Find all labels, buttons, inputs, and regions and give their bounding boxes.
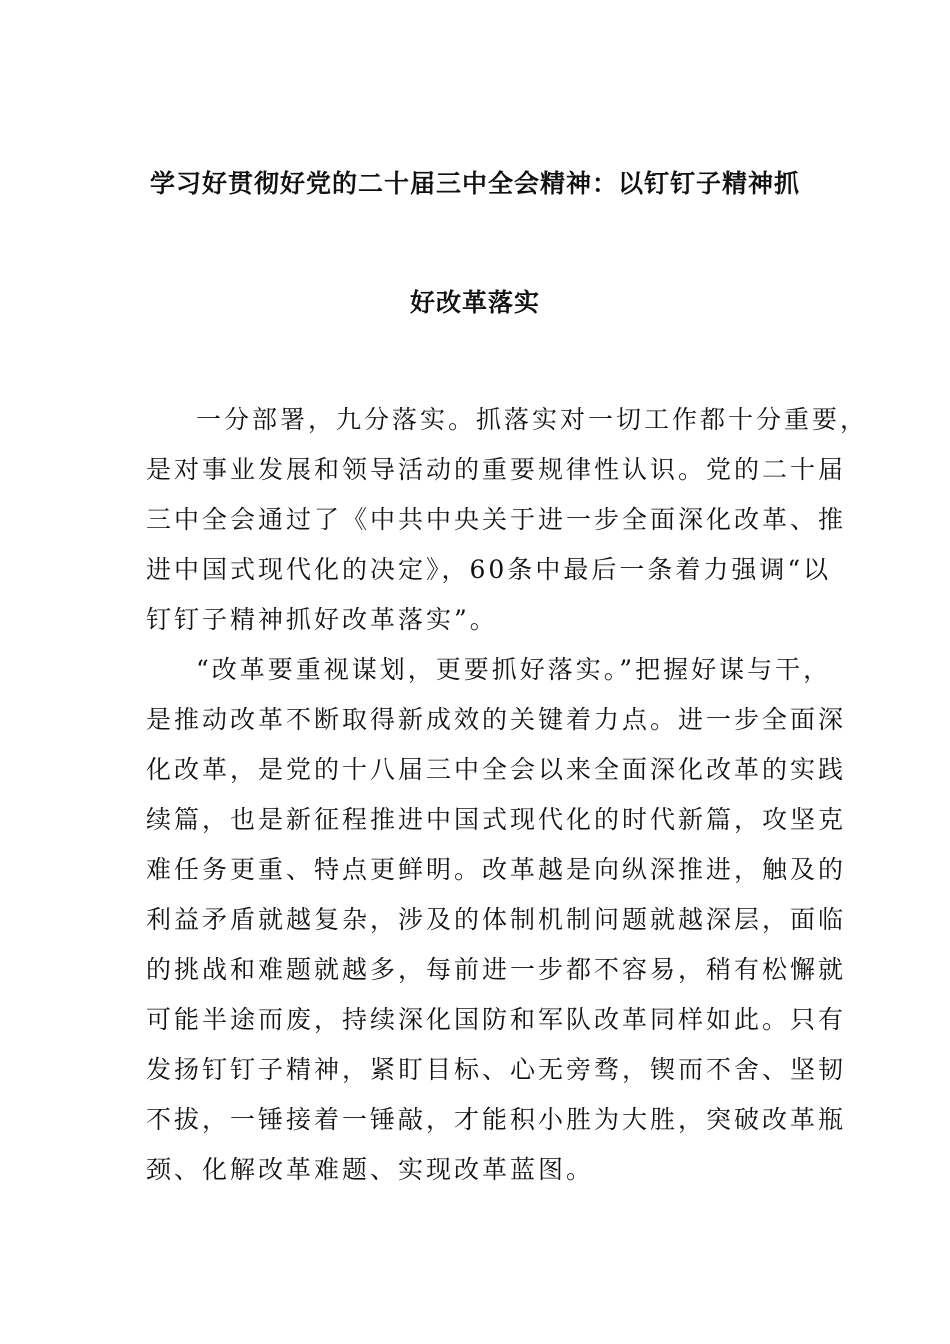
paragraph-1-line-5: 钉钉子精神抓好改革落实”。 [146,605,498,634]
paragraph-2-line-8: 可能半途而废，持续深化国防和军队改革同样如此。只有 [146,1005,847,1034]
paragraph-1-line-2: 是对事业发展和领导活动的重要规律性认识。党的二十届 [146,455,847,484]
paragraph-2-line-7: 的挑战和难题就越多，每前进一步都不容易，稍有松懈就 [146,955,847,984]
paragraph-2-line-9: 发扬钉钉子精神，紧盯目标、心无旁骛，锲而不舍、坚韧 [146,1055,847,1084]
paragraph-2-line-4: 续篇，也是新征程推进中国式现代化的时代新篇，攻坚克 [146,805,847,834]
paragraph-1-line-3: 三中全会通过了《中共中央关于进一步全面深化改革、推 [146,505,847,534]
paragraph-2-line-11: 颈、化解改革难题、实现改革蓝图。 [146,1155,595,1184]
paragraph-2-line-2: 是推动改革不断取得新成效的关键着力点。进一步全面深 [146,705,847,734]
paragraph-2-line-1: “改革要重视谋划，更要抓好落实。”把握好谋与干， [196,655,832,684]
paragraph-2-line-10: 不拔，一锤接着一锤敲，才能积小胜为大胜，突破改革瓶 [146,1105,847,1134]
paragraph-2-line-6: 利益矛盾就越复杂，涉及的体制机制问题就越深层，面临 [146,905,847,934]
paragraph-2-line-5: 难任务更重、特点更鲜明。改革越是向纵深推进，触及的 [146,855,847,884]
paragraph-2-line-3: 化改革，是党的十八届三中全会以来全面深化改革的实践 [146,755,847,784]
paragraph-1-line-1: 一分部署，九分落实。抓落实对一切工作都十分重要， [196,405,869,434]
document-title-line-2: 好改革落实 [409,288,540,317]
paragraph-1-line-4: 进中国式现代化的决定》，60条中最后一条着力强调“以 [146,555,832,584]
document-title-line-1: 学习好贯彻好党的二十届三中全会精神：以钉钉子精神抓 [149,169,800,198]
